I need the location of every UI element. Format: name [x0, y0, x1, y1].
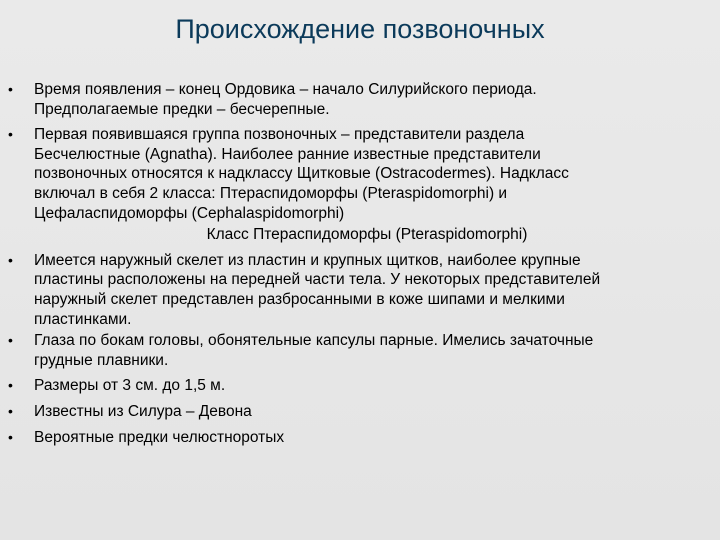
slide-title: Происхождение позвоночных — [175, 14, 545, 44]
bullet-text: Имеется наружный скелет из пластин и крупных щитков, наиболее крупные пластины расположены на передней части тела. У некоторых представителей наружный скелет представлен разбросанными в коже шипами и мелкими пластинками. — [34, 251, 601, 328]
bullet-icon: • — [8, 428, 13, 445]
bullet-item — [0, 125, 720, 223]
bullet-text: Вероятные предки челюстноротых — [34, 428, 285, 446]
bullet-icon: • — [8, 332, 13, 349]
bullet-icon: • — [8, 81, 13, 97]
bullet-item — [0, 251, 720, 329]
bullet-text: Первая появившаяся группа позвоночных – представители раздела Бесчелюстные (Agnatha). Наиболее ранние известные представители позвоночных относятся к надклассу Щитковые (Ostracodermes). Надкласс включал в себя 2 класса: Птераспидоморфы (Pteraspidomorphi) и Цефаласпидоморфы (Cephalaspidomorphi) — [34, 126, 569, 222]
bullet-item — [0, 331, 720, 370]
bullet-icon: • — [8, 251, 13, 268]
bullet-item — [0, 376, 720, 396]
bullet-text: Время появления – конец Ордовика – начало Силурийского периода. Предполагаемые предки – бесчерепные. — [34, 81, 537, 118]
class-heading: Класс Птераспидоморфы (Pteraspidomorphi) — [206, 226, 528, 244]
bullet-item — [0, 402, 720, 422]
bullet-item — [0, 428, 720, 448]
bullet-text: Глаза по бокам головы, обонятельные капсулы парные. Имелись зачаточные грудные плавники. — [34, 332, 594, 369]
bullet-icon: • — [8, 402, 13, 419]
bullet-text: Размеры от 3 см. до 1,5 м. — [34, 377, 226, 395]
bullet-list — [0, 80, 720, 449]
bullet-icon: • — [8, 377, 13, 394]
bullet-icon: • — [8, 126, 13, 143]
bullet-item — [0, 80, 720, 119]
bullet-text: Известны из Силура – Девона — [34, 402, 252, 420]
